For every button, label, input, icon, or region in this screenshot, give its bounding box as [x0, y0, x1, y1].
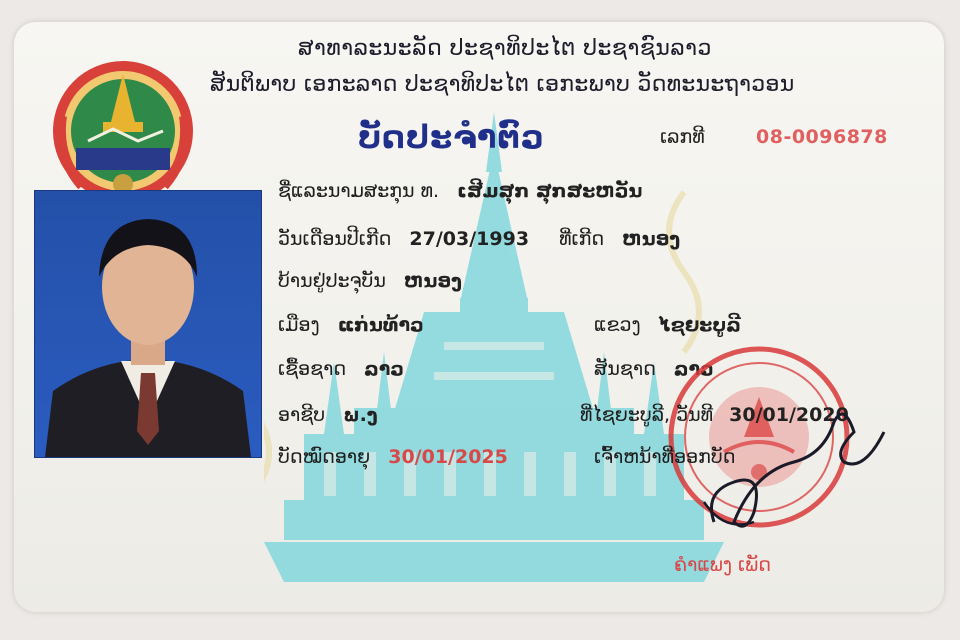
occupation-value: ພ.ງ	[343, 404, 378, 426]
name-row	[278, 180, 642, 202]
dob-row	[278, 228, 680, 250]
motto-line: ສັນຕິພາບ ເອກະລາດ ປະຊາທິປະໄຕ ເອກະພາບ ວັດທະນະຖາວອນ	[210, 72, 795, 97]
nationality-label: ສັນຊາດ	[594, 358, 656, 380]
village-label: ບ້ານຢູ່ປະຈຸບັນ	[278, 270, 386, 292]
occupation-row	[278, 404, 378, 426]
dob-label: ວັນເດືອນປີເກີດ	[278, 228, 392, 250]
dob-value: 27/03/1993	[409, 228, 530, 250]
card-number-label: ເລກທີ	[660, 126, 705, 148]
province-row	[594, 314, 741, 336]
ethnicity-label: ເຊື້ອຊາດ	[278, 358, 347, 380]
issuer-signature	[684, 382, 924, 552]
district-value: ແກ່ນທ້າວ	[337, 314, 424, 336]
country-name-line: ສາທາລະນະລັດ ປະຊາທິປະໄຕ ປະຊາຊົນລາວ	[298, 36, 712, 61]
issue-date-value: 30/01/2020	[729, 404, 849, 426]
id-card	[14, 22, 944, 612]
expiry-label: ບັດໝົດອາຍຸ	[278, 446, 371, 468]
ethnicity-row	[278, 358, 404, 380]
name-label: ຊື່ແລະນາມສະກຸນ ທ.	[278, 180, 440, 202]
signer-name: ຄຳແພງ ເພັດ	[674, 554, 771, 576]
person-portrait-icon	[35, 191, 261, 457]
district-label: ເມືອງ	[278, 314, 320, 336]
village-value: ຫນອງ	[403, 270, 462, 292]
name-value: ເສີມສຸກ ສຸກສະຫວັນ	[457, 180, 643, 202]
issuer-label: ເຈົ້າຫນ້າທີ່ອອກບັດ	[594, 446, 736, 468]
ethnicity-value: ລາວ	[364, 358, 404, 380]
birthplace-value: ຫນອງ	[622, 228, 681, 250]
issue-place-label: ທີ່ໄຊຍະບູລີ, ວັນທີ	[580, 404, 714, 426]
nationality-value: ລາວ	[673, 358, 714, 380]
expiry-value: 30/01/2025	[388, 446, 508, 468]
expiry-row	[278, 446, 508, 468]
card-number-value: 08-0096878	[756, 126, 888, 148]
lao-national-emblem-icon	[48, 56, 198, 206]
occupation-label: ອາຊີບ	[278, 404, 326, 426]
province-label: ແຂວງ	[594, 314, 641, 336]
card-title: ບັດປະຈຳຕົວ	[358, 118, 545, 156]
province-value: ໄຊຍະບູລີ	[658, 314, 741, 336]
district-row	[278, 314, 424, 336]
birthplace-label: ທີ່ເກີດ	[559, 228, 605, 250]
village-row	[278, 270, 462, 292]
holder-photo	[34, 190, 262, 458]
